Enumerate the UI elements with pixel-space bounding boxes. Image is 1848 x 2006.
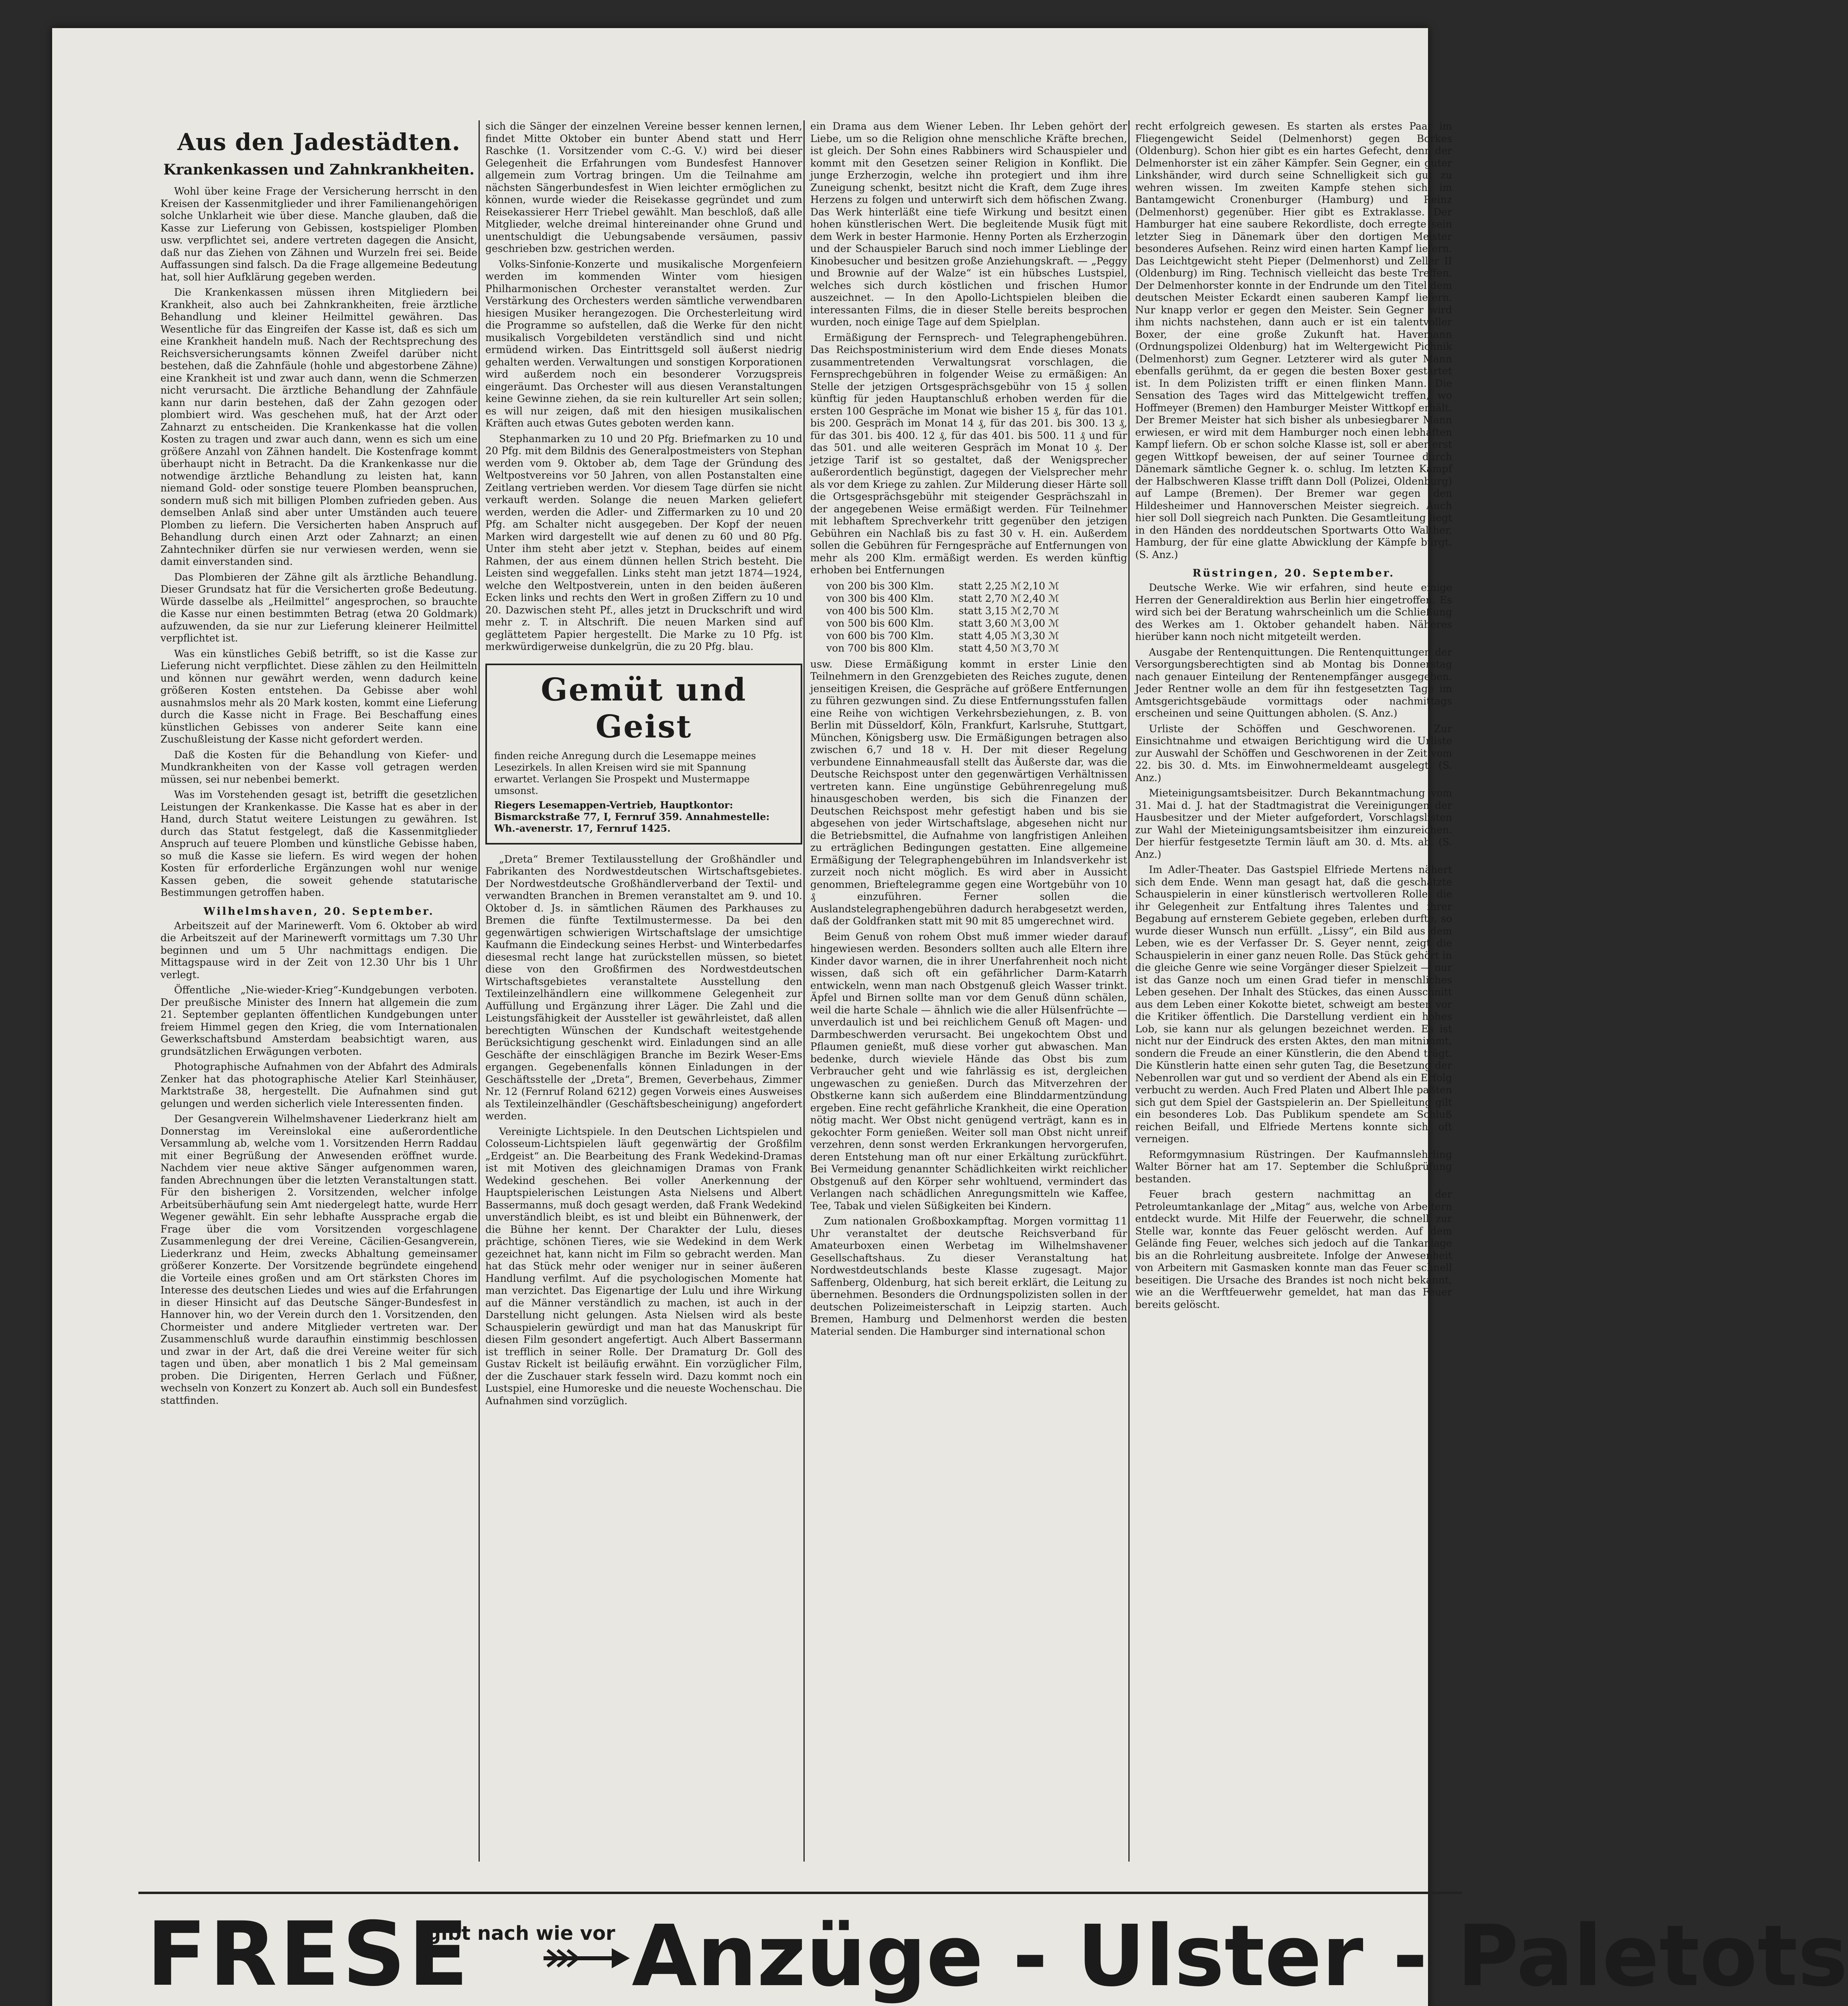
- table-row: von 300 bis 400 Klm. statt 2,70 ℳ 2,40 ℳ: [826, 592, 1059, 604]
- paragraph: Der Gesangverein Wilhelmshavener Liederkranz hielt am Donnerstag im Vereinslokal eine außerordentliche Versammlung ab, welche vom 1. Vorsitzenden Herrn Raddau mit einer Begrüßung der Anwesenden eröffnet wurde. Nachdem vier neue aktive Sänger aufgenommen waren, fanden Abrechnungen über die letzten Veranstaltungen statt. Für den bisherigen 2. Vorsitzenden, welcher infolge Arbeitsüberhäufung sein Amt niedergelegt hatte, wurde Herr Wegener gewählt. Ein sehr lebhafte Aussprache ergab die Frage über die vom Vorsitzenden vorgeschlagene Zusammenlegung der drei Vereine, Cäcilien-Gesangverein, Liederkranz und Heim, zwecks Abhaltung gemeinsamer größerer Konzerte. Der Vorsitzende begründete eingehend die Vorteile eines großen und am Ort stärksten Chores im Interesse des deutschen Liedes und wies auf die Erfahrungen in dieser Hinsicht auf das Deutsche Sänger-Bundesfest in Hannover hin, wo der Verein durch den 1. Vorsitzenden, den Chormeister und andere Mitglieder vertreten war. Der Zusammenschluß wurde daraufhin einstimmig beschlossen und zwar in der Art, daß die drei Vereine weiter für sich tagen und üben, aber monatlich 1 bis 2 Mal gemeinsam proben. Die Dirigenten, Herren Gerlach und Füßner, wechseln von Konzert zu Konzert ab. Auch soll ein Bundesfest stattfinden.: [160, 1113, 477, 1406]
- section-title: Aus den Jadestädten.: [177, 128, 460, 156]
- paragraph: Das Plombieren der Zähne gilt als ärztliche Behandlung. Dieser Grundsatz hat für die Versicherten große Bedeutung. Würde dasselbe als „Heilmittel“ angesprochen, so brauchte die Kasse nur einen bestimmten Betrag (etwa 20 Goldmark) aufzuwenden, da sie nur zur Lieferung kleinerer Heilmittel verpflichtet ist.: [160, 571, 477, 644]
- paragraph: Öffentliche „Nie-wieder-Krieg“-Kundgebungen verboten. Der preußische Minister des Innern hat allgemein die zum 21. September geplanten öffentlichen Kundgebungen unter freiem Himmel gegen den Krieg, die vom Internationalen Gewerkschaftsbund Amsterdam beabsichtigt waren, aus grundsätzlichen Erwägungen verboten.: [160, 984, 477, 1057]
- table-row: von 500 bis 600 Klm. statt 3,60 ℳ 3,00 ℳ: [826, 617, 1059, 629]
- dateline: Rüstringen, 20. September.: [1192, 567, 1395, 579]
- paragraph: Volks-Sinfonie-Konzerte und musikalische Morgenfeiern werden im kommenden Winter vom hiesigen Philharmonischen Orchester veranstaltet werden. Zur Verstärkung des Orchesters werden sämtliche verwendbaren hiesigen Musiker herangezogen. Die Orchesterleitung wird die Programme so aufstellen, daß die Werke für den nicht musikalisch Vorgebildeten verständlich sind und nicht ermüdend wirken. Das Eintrittsgeld soll äußerst niedrig gehalten werden. Verwaltungen und sonstigen Korporationen wird außerdem noch ein besonderer Vorzugspreis eingeräumt. Das Orchester will aus diesen Veranstaltungen keine Gewinne ziehen, da sie rein kultureller Art sein sollen; es will nur zeigen, daß mit den hiesigen musikalischen Kräften auch etwas Gutes geboten werden kann.: [485, 258, 802, 429]
- paragraph: Feuer brach gestern nachmittag an der Petroleumtankanlage der „Mitag“ aus, welche von Arbeitern entdeckt wurde. Mit Hilfe der Feuerwehr, die schnell zur Stelle war, konnte das Feuer gelöscht werden. Auf dem Gelände fing Feuer, welches sich jedoch auf die Tankanlage bis an die Rohrleitung ausbreitete. Infolge der Anwesenheit von Arbeitern mit Gasmasken konnte man das Feuer schnell beseitigen. Die Ursache des Brandes ist noch nicht bekannt, wie an die Werftfeuerwehr gemeldet, hat man das Feuer bereits gelöscht.: [1135, 1188, 1452, 1310]
- paragraph: Die Krankenkassen müssen ihren Mitgliedern bei Krankheit, also auch bei Zahnkrankheiten, freie ärztliche Behandlung und kleiner Heilmittel gewähren. Das Wesentliche für das Eingreifen der Kasse ist, daß es sich um eine Krankheit handeln muß. Nach der Rechtsprechung des Reichsversicherungsamts können Zweifel darüber nicht bestehen, daß die Zahnfäule (hohle und abgestorbene Zähne) eine Krankheit ist und zwar auch dann, wenn die Schmerzen nicht verursacht. Die ärztliche Behandlung der Zahnfäule kann nur darin bestehen, daß der Zahn gezogen oder plombiert wird. Was geschehen muß, hat der Arzt oder Zahnarzt zu entscheiden. Die Krankenkasse hat die vollen Kosten zu tragen und zwar auch dann, wenn es sich um eine größere Anzahl von Zähnen handelt. Die Kostenfrage kommt überhaupt nicht in Betracht. Da die Krankenkasse nur die notwendige ärztliche Behandlung zu leisten hat, kann niemand Gold- oder sonstige teuere Plomben beanspruchen, sondern muß sich mit billigen Plomben zufrieden geben. Aus demselben Anlaß sind aber unter Umständen auch teuere Plomben zu liefern. Die Versicherten haben Anspruch auf Behandlung durch einen Arzt oder Zahnarzt; an einen Zahntechniker dürfen sie nur verwiesen werden, wenn sie damit einverstanden sind.: [160, 286, 477, 567]
- newspaper-page: [52, 28, 1848, 2006]
- paragraph: Daß die Kosten für die Behandlung von Kiefer- und Mundkrankheiten von der Kasse voll getragen werden müssen, sei nur nebenbei bemerkt.: [160, 749, 477, 785]
- paragraph: Beim Genuß von rohem Obst muß immer wieder darauf hingewiesen werden. Besonders sollten auch alle Eltern ihre Kinder davor warnen, die in ihrer Unerfahrenheit noch nicht wissen, daß sich oft ein gefährlicher Darm-Katarrh entwickeln, wenn man nach Obstgenuß gleich Wasser trinkt. Äpfel und Birnen sollte man vor dem Genuß dünn schälen, weil die harte Schale — ähnlich wie die aller Hülsenfrüchte — unverdaulich ist und bei reichlichem Genuß oft Magen- und Darmbeschwerden verursacht. Bei ungekochtem Obst und Pflaumen genießt, muß diese vorher gut abwaschen. Man bedenke, durch wieviele Hände das Obst bis zum Verbraucher geht und wie fahrlässig es ist, dergleichen ungewaschen zu genießen. Durch das Mitverzehren der Obstkerne kann sich außerdem eine Blinddarmentzündung ergeben. Eine recht gefährliche Krankheit, die eine Operation nötig macht. Wer Obst nicht genügend verträgt, kann es in gekochter Form genießen. Weiter soll man Obst nicht unreif verzehren, denn sonst werden Erkrankungen hervorgerufen, deren Entstehung man oft nur einer Erkältung zurückführt. Bei Vermeidung genannter Schädlichkeiten wirkt reichlicher Obstgenuß auf den Körper sehr wohltuend, vermindert das Verlangen nach schädlichen Anregungsmitteln wie Kaffee, Tee, Tabak und vielen Süßigkeiten bei Kindern.: [810, 930, 1127, 1212]
- paragraph: recht erfolgreich gewesen. Es starten als erstes Paar im Fliegengewicht Seidel (Delmenhorst) gegen Borkes (Oldenburg). Schon hier gibt es ein hartes Gefecht, denn der Delmenhorster ist ein zäher Kämpfer. Sein Gegner, ein guter Linkshänder, wird durch seine Schnelligkeit sich gut zu wehren wissen. Im zweiten Kampfe stehen sich im Bantamgewicht Cronenburger (Hamburg) und Reinz (Delmenhorst) gegenüber. Hier gibt es Extraklasse. Der Hamburger hat eine saubere Rekordliste, doch erregte sein letzter Sieg in Dänemark über den dortigen Meister besonderes Aufsehen. Reinz wird einen harten Kampf liefern. Das Leichtgewicht steht Pieper (Delmenhorst) und Zeller II (Oldenburg) im Ring. Technisch vielleicht das beste Treffen. Der Delmenhorster konnte in der Endrunde um den Titel dem deutschen Meister Eckardt einen sauberen Kampf liefern. Nur knapp verlor er gegen den Meister. Sein Gegner wird ihm nichts nachstehen, dann auch er ist ein talentvoller Boxer, der eine große Zukunft hat. Havemann (Ordnungspolizei Oldenburg) hat im Weltergewicht Pichnik (Delmenhorst) zum Gegner. Letzterer wird als guter Mann ebenfalls gerühmt, da er gegen die besten Boxer gestartet ist. In dem Polizisten trifft er einen flinken Mann. Die Sensation des Tages wird das Mittelgewicht treffen, wo Hoffmeyer (Bremen) den Hamburger Meister Wittkopf erhält. Der Bremer Meister hat sich bisher als unbesiegbarer Mann erwiesen, er wird mit dem Hamburger noch einen lebhaften Kampf liefern. Ob er schon solche Klasse ist, soll er aber erst gegen Wittkopf beweisen, der auf seiner Tournee durch Dänemark sämtliche Gegner k. o. schlug. Im letzten Kampf der Halbschweren Klasse trifft dann Doll (Polizei, Oldenburg) auf Lampe (Bremen). Der Bremer war gegen den Hildesheimer und Hannoverschen Meister siegreich. Auch hier soll Doll siegreich nach Punkten. Die Gesamtleitung liegt in den Händen des norddeutschen Sportwarts Otto Walther, Hamburg, der für eine glatte Abwicklung der Kämpfe bürgt. (S. Anz.): [1135, 120, 1452, 560]
- paragraph: Deutsche Werke. Wie wir erfahren, sind heute einige Herren der Generaldirektion aus Berlin hier eingetroffen. Es wird sich bei der Beratung wahrscheinlich um die Schließung des Werkes am 1. Oktober gehandelt haben. Näheres hierüber kann noch nicht mitgeteilt werden.: [1135, 582, 1452, 642]
- advertisement-box: [485, 664, 802, 845]
- ad-headline: Gemüt und Geist: [541, 671, 747, 745]
- paragraph: ein Drama aus dem Wiener Leben. Ihr Leben gehört der Liebe, um so die Religion ohne menschliche Kräfte brechen, ist gleich. Der Sohn eines Rabbiners wird Schauspieler und kommt mit den Gesetzen seiner Religion in Konflikt. Die junge Erzherzogin, welche ihn protegiert und ihm ihre Zuneigung schenkt, besitzt nicht die Kraft, dem Zuge ihres Herzens zu folgen und unterwirft sich dem höfischen Zwang. Das Werk hinterläßt eine tiefe Wirkung und besitzt einen hohen künstlerischen Wert. Die begleitende Musik fügt mit dem Werk in bester Harmonie. Henny Porten als Erzherzogin und der Schauspieler Baruch sind noch immer Lieblinge der Kinobesucher und besitzen große Anziehungskraft. — „Peggy und Brownie auf der Walze“ ist ein hübsches Lustspiel, welches sich durch köstlichen und frischen Humor auszeichnet. — In den Apollo-Lichtspielen bleiben die interessanten Films, die in dieser Stelle bereits besprochen wurden, noch einige Tage auf dem Spielplan.: [810, 120, 1127, 328]
- ad-tagline: gibt nach wie vor: [427, 1922, 615, 1945]
- ad-address: Riegers Lesemappen-Vertrieb, Hauptkontor: Bismarckstraße 77, I, Fernruf 359. Annahmestelle: Wh.-avenerstr. 17, Fernruf 1425.: [494, 799, 770, 834]
- paragraph: Ausgabe der Rentenquittungen. Die Rentenquittungen der Versorgungsberechtigten sind ab Montag bis Donnerstag nach genauer Einteilung der Rentenempfänger ausgegeben. Jeder Rentner wolle an dem für ihn festgesetzten Tage im Amtsgerichtsgebäude vormittags oder nachmittags erscheinen und seine Quittungen abholen. (S. Anz.): [1135, 646, 1452, 719]
- paragraph: Wohl über keine Frage der Versicherung herrscht in den Kreisen der Kassenmitglieder und ihrer Familienangehörigen solche Unklarheit wie über diese. Manche glauben, daß die Kasse zur Lieferung von Gebissen, kostspieliger Plomben usw. verpflichtet sei, andere vertreten dagegen die Ansicht, daß nur das Ziehen von Zähnen und Wurzeln frei sei. Beide Auffassungen sind falsch. Da die Frage allgemeine Bedeutung hat, soll hier Aufklärung gegeben werden.: [160, 185, 477, 283]
- paragraph: „Dreta“ Bremer Textilausstellung der Großhändler und Fabrikanten des Nordwestdeutschen Wirtschaftsgebietes. Der Nordwestdeutsche Großhändlerverband der Textil- und verwandten Branchen in Bremen veranstaltet am 9. und 10. Oktober d. Js. in sämtlichen Räumen des Parkhauses zu Bremen die fünfte Textilmustermesse. Da bei den gegenwärtigen schwierigen Wirtschaftslage der umsichtige Kaufmann die Eindeckung seines Herbst- und Winterbedarfes diesesmal recht lange hat zurückstellen müssen, so bietet diese von den Großfirmen des Nordwestdeutschen Wirtschaftsgebietes veranstaltete Ausstellung den Textileinzelhändlern eine willkommene Gelegenheit zur Auffüllung und Ergänzung ihrer Läger. Die Zahl und die Leistungsfähigkeit der Aussteller ist gewährleistet, daß allen berechtigten Wünschen der Kundschaft weitestgehende Berücksichtigung geschenkt wird. Einladungen sind an alle Geschäfte der einschlägigen Branche im Bezirk Weser-Ems ergangen. Gegebenenfalls können Einladungen in der Geschäftsstelle der „Dreta“, Bremen, Geverbehaus, Zimmer Nr. 12 (Fernruf Roland 6212) gegen Vorweis eines Ausweises als Textileinzelhändler (Geschäftsbescheinigung) angefordert werden.: [485, 853, 802, 1122]
- paragraph: Urliste der Schöffen und Geschworenen. Zur Einsichtnahme und etwaigen Berichtigung wird die Urliste zur Auswahl der Schöffen und Geschworenen in der Zeit vom 22. bis 30. d. Mts. im Einwohnermeldeamt ausgelegt. (S. Anz.): [1135, 723, 1452, 784]
- paragraph: Was im Vorstehenden gesagt ist, betrifft die gesetzlichen Leistungen der Krankenkasse. Die Kasse hat es aber in der Hand, durch Statut weitere Leistungen zu gewähren. Ist durch das Statut festgelegt, daß die Kassenmitglieder Anspruch auf teuere Plomben und künstliche Gebisse haben, so muß die Kasse sie liefern. Es wird wegen der hohen Kosten für erforderliche Ergänzungen wohl nur wenige Kassen geben, die soweit gehende statutarische Bestimmungen getroffen haben.: [160, 789, 477, 898]
- paragraph: Was ein künstliches Gebiß betrifft, so ist die Kasse zur Lieferung nicht verpflichtet. Diese zählen zu den Heilmitteln und können nur gewährt werden, wenn dadurch keine größeren Kosten entstehen. Da Gebisse aber wohl ausnahmslos mehr als 20 Mark kosten, kommt eine Lieferung durch die Kasse nicht in Frage. Bei Beschaffung eines künstlichen Gebisses von anderer Seite kann eine Zuschußleistung der Kasse nicht gefordert werden.: [160, 648, 477, 745]
- paragraph: Stephanmarken zu 10 und 20 Pfg. Briefmarken zu 10 und 20 Pfg. mit dem Bildnis des Generalpostmeisters von Stephan werden vom 9. Oktober ab, dem Tage der Gründung des Weltpostvereins vor 50 Jahren, von allen Postanstalten eine Zeitlang vertrieben werden. Vor diesem Tage dürfen sie nicht verkauft werden. Solange die neuen Marken geliefert werden, werden die Adler- und Ziffermarken zu 10 und 20 Pfg. am Schalter nicht ausgegeben. Der Kopf der neuen Marken wird dargestellt wie auf denen zu 60 und 80 Pfg. Unter ihm steht aber jetzt v. Stephan, beides auf einem Rahmen, der aus einem dünnen hellen Strich besteht. Die Leisten sind weggefallen. Links steht man jetzt 1874—1924, welche den Weltpostverein, unten in den beiden äußeren Ecken links und rechts den Wert in großen Ziffern zu 10 und 20. Dazwischen steht Pf., alles jetzt in Druckschrift und wird mehr z. T. in Altschrift. Die neuen Marken sind auf geglättetem Papier hergestellt. Die Marke zu 10 Pfg. ist merkwürdigerweise dunkelgrün, die zu 20 Pfg. blau.: [485, 432, 802, 652]
- paragraph: usw. Diese Ermäßigung kommt in erster Linie den Teilnehmern in den Grenzgebieten des Reiches zugute, denen jenseitigen Kreisen, die Gespräche auf größere Entfernungen zu führen gezwungen sind. Zu diese Entfernungsstufen fallen eine Reihe von wichtigen Verkehrsbeziehungen, z. B. von Berlin mit Düsseldorf, Köln, Frankfurt, Karlsruhe, Stuttgart, München, Königsberg usw. Die Ermäßigungen betragen also zwischen 6,7 und 18 v. H. Der mit dieser Regelung verbundene Einnahmeausfall stellt das Äußerste dar, was die Deutsche Reichspost unter den gegenwärtigen Verhältnissen vertreten kann. Eine ungünstige Gebührenregelung muß hinausgeschoben werden, bis sich die Finanzen der Deutschen Reichspost mehr gefestigt haben und bis sie abgesehen von jeder Wirtschaftslage, abgesehen nicht nur die Betriebsmittel, die Aufnahme von langfristigen Anleihen zu erträglichen Bedingungen gestatten. Eine allgemeine Ermäßigung der Telegraphengebühren im Inlandsverkehr ist zurzeit noch nicht möglich. Es wird aber in Aussicht genommen, Brieftelegramme gegen eine Wortgebühr von 10 ₰ einzuführen. Ferner sollen die Auslandstelegraphengebühren dadurch herabgesetzt werden, daß der Goldfranken statt mit 90 mit 85 umgerechnet wird.: [810, 658, 1127, 927]
- table-row: von 700 bis 800 Klm. statt 4,50 ℳ 3,70 ℳ: [826, 642, 1059, 654]
- column-rule: [1128, 120, 1130, 1862]
- fee-table: [826, 580, 1127, 654]
- paragraph: Reformgymnasium Rüstringen. Der Kaufmannslehrling Walter Börner hat am 17. September die Schlußprüfung bestanden.: [1135, 1148, 1452, 1185]
- frese-advertisement: [138, 1892, 1848, 2006]
- ad-text: finden reiche Anregung durch die Lesemappe meines Lesezirkels. In allen Kreisen wird sie mit Spannung erwartet. Verlangen Sie Prospekt und Mustermappe umsonst.: [494, 750, 756, 796]
- column-rule: [479, 120, 480, 1862]
- arrow-right-icon: [540, 1942, 632, 1974]
- column-1: [160, 120, 477, 1858]
- ad-headline: Anzüge - Ulster - Paletots: [632, 1907, 1848, 2005]
- column-3: [810, 120, 1127, 1858]
- table-row: von 600 bis 700 Klm. statt 4,05 ℳ 3,30 ℳ: [826, 629, 1059, 642]
- article-title: Krankenkassen und Zahnkrankheiten.: [163, 161, 475, 178]
- ad-brand: FRESE: [146, 1903, 471, 2006]
- column-4: [1135, 120, 1452, 1858]
- paragraph: Im Adler-Theater. Das Gastspiel Elfriede Mertens nähert sich dem Ende. Wenn man gesagt hat, daß die geschätzte Schauspielerin in einer künstlerisch wertvolleren Rolle, die ihr Gelegenheit zur Entfaltung ihres Talentes und ihrer Begabung auf ernsterem Gebiete gegeben, erleben durfte, so wurde dieser Wunsch nun erfüllt. „Lissy“, ein Bild aus dem Leben, wie es der Verfasser Dr. S. Geyer nennt, zeigt die Schauspielerin in einer ganz neuen Rolle. Das Stück gehört in die gleiche Genre wie seine Vorgänger dieser Spielzeit — nur ist das Ganze noch um einen Grad tiefer in menschliches Leben gesehen. Der Inhalt des Stückes, das einen Ausschnitt aus dem Leben einer Kokotte bietet, schweigt am besten vor die Kritiker öffentlich. Die Darstellung verdient ein hohes Lob, sie kann nur als gelungen bezeichnet werden. Es ist nicht nur der Eindruck des ersten Aktes, den man mitnimmt, sondern die Freude an einer Künstlerin, die den Abend trägt. Die Künstlerin hatte einen sehr guten Tag, die Besetzung der Nebenrollen war gut und so verdient der Abend als ein Erfolg verbucht zu werden. Auch Fred Platen und Albert Ihle paßten sich gut dem Spiel der Gastspielerin an. Der Spielleitung gilt ein besonderes Lob. Das Publikum spendete am Schluß reichen Beifall, und Elfriede Mertens konnte sich oft verneigen.: [1135, 864, 1452, 1145]
- column-rule: [803, 120, 805, 1862]
- paragraph: sich die Sänger der einzelnen Vereine besser kennen lernen, findet Mitte Oktober ein bunter Abend statt und Herr Raschke (1. Vorsitzender vom C.-G. V.) wird bei dieser Gelegenheit die Erfahrungen vom Bundesfest Hannover allgemein zum Vortrag bringen. Um die Teilnahme am nächsten Sängerbundesfest in Wien leichter ermöglichen zu können, wurde wieder die Reisekasse gegründet und zum Reisekassierer Herr Triebel gewählt. Man beschloß, daß alle Mitglieder, welche dreimal hintereinander ohne Grund und unentschuldigt die Uebungsabende versäumen, passiv geschrieben bzw. gestrichen werden.: [485, 120, 802, 254]
- paragraph: Mieteinigungsamtsbeisitzer. Durch Bekanntmachung vom 31. Mai d. J. hat der Stadtmagistrat die Vereinigungen der Hausbesitzer und der Mieter aufgefordert, Vorschlagslisten zur Wahl der Mieteinigungsamtsbeisitzer ihm einzureichen. Der hierfür festgesetzte Termin läuft am 30. d. Mts. ab. (S. Anz.): [1135, 787, 1452, 860]
- column-2: [485, 120, 802, 1858]
- paragraph: Vereinigte Lichtspiele. In den Deutschen Lichtspielen und Colosseum-Lichtspielen läuft gegenwärtig der Großfilm „Erdgeist“ an. Die Bearbeitung des Frank Wedekind-Dramas ist mit Motiven des gleichnamigen Dramas von Frank Wedekind geschehen. Bei voller Anerkennung der Hauptspielerischen Leistungen Asta Nielsens und Albert Bassermanns, muß doch gesagt werden, daß Frank Wedekind unverständlich bleibt, es ist und bleibt ein Bühnenwerk, der die Bühne her kennt. Der Charakter der Lulu, dieses prächtige, schönen Tieres, wie sie Wedekind in dem Werk gezeichnet hat, kann nicht im Film so gebracht werden. Man hat das Stück mehr oder weniger nur in seiner äußeren Handlung verfilmt. Auf die psychologischen Momente hat man verzichtet. Das Eigenartige der Lulu und ihre Wirkung auf die Männer verständlich zu machen, ist auch in der Darstellung nicht gelungen. Asta Nielsen wird als beste Schauspielerin gewürdigt und man hat das Manuskript für diesen Film gesondert angefertigt. Auch Albert Bassermann ist trefflich in seiner Rolle. Der Dramaturg Dr. Goll des Gustav Rickelt ist beiläufig erwähnt. Ein vorzüglicher Film, der die Zuschauer stark fesseln wird. Dazu kommt noch ein Lustspiel, eine Humoreske und die neueste Wochenschau. Die Aufnahmen sind vorzüglich.: [485, 1125, 802, 1407]
- dateline: Wilhelmshaven, 20. September.: [203, 905, 434, 918]
- paragraph: Photographische Aufnahmen von der Abfahrt des Admirals Zenker hat das photographische Atelier Karl Steinhäuser, Marktstraße 38, hergestellt. Die Aufnahmen sind gut gelungen und werden sicherlich viele Interessenten finden.: [160, 1061, 477, 1109]
- paragraph: Arbeitszeit auf der Marinewerft. Vom 6. Oktober ab wird die Arbeitszeit auf der Marinewerft vormittags um 7.30 Uhr beginnen und um 5 Uhr nachmittags endigen. Die Mittagspause wird in der Zeit von 12.30 Uhr bis 1 Uhr verlegt.: [160, 920, 477, 981]
- table-row: von 400 bis 500 Klm. statt 3,15 ℳ 2,70 ℳ: [826, 605, 1059, 617]
- paragraph: Ermäßigung der Fernsprech- und Telegraphengebühren. Das Reichspostministerium wird dem Ende dieses Monats zusammentretenden Verwaltungsrat vorschlagen, die Fernsprechgebühren in folgender Weise zu ermäßigen: An Stelle der jetzigen Ortsgesprächsgebühr von 15 ₰ sollen künftig für jeden Hauptanschluß erhoben werden für die ersten 100 Gespräche im Monat wie bisher 15 ₰, für das 101. bis 200. Gespräch im Monat 14 ₰, für das 201. bis 300. 13 ₰, für das 301. bis 400. 12 ₰, für das 401. bis 500. 11 ₰ und für das 501. und alle weiteren Gespräch im Monat 10 ₰. Der jetzige Tarif ist so gestaltet, daß der Wenigsprecher außerordentlich begünstigt, dagegen der Vielsprecher mehr als vor dem Kriege zu zahlen. Zur Milderung dieser Härte soll die Ortsgesprächsgebühr mit steigender Gesprächszahl in der angegebenen Weise ermäßigt werden. Für Teilnehmer mit lebhaftem Sprechverkehr tritt gegenüber den jetzigen Gebühren ein Nachlaß bis zu fast 30 v. H. ein. Außerdem sollen die Gebühren für Ferngespräche auf Entfernungen von mehr als 200 Klm. ermäßigt werden. Es werden künftig erhoben bei Entfernungen: [810, 331, 1127, 576]
- table-row: von 200 bis 300 Klm. statt 2,25 ℳ 2,10 ℳ: [826, 580, 1059, 592]
- paragraph: Zum nationalen Großboxkampftag. Morgen vormittag 11 Uhr veranstaltet der deutsche Reichsverband für Amateurboxen einen Werbetag im Wilhelmshavener Gesellschaftshaus. Zu dieser Veranstaltung hat Nordwestdeutschlands beste Klasse zugesagt. Major Saffenberg, Oldenburg, hat sich bereit erklärt, die Leitung zu übernehmen. Besonders die Ordnungspolizisten sollen in der deutschen Polizeimeisterschaft in Leipzig starten. Auch Bremen, Hamburg und Delmenhorst werden die besten Material senden. Die Hamburger sind international schon: [810, 1215, 1127, 1337]
